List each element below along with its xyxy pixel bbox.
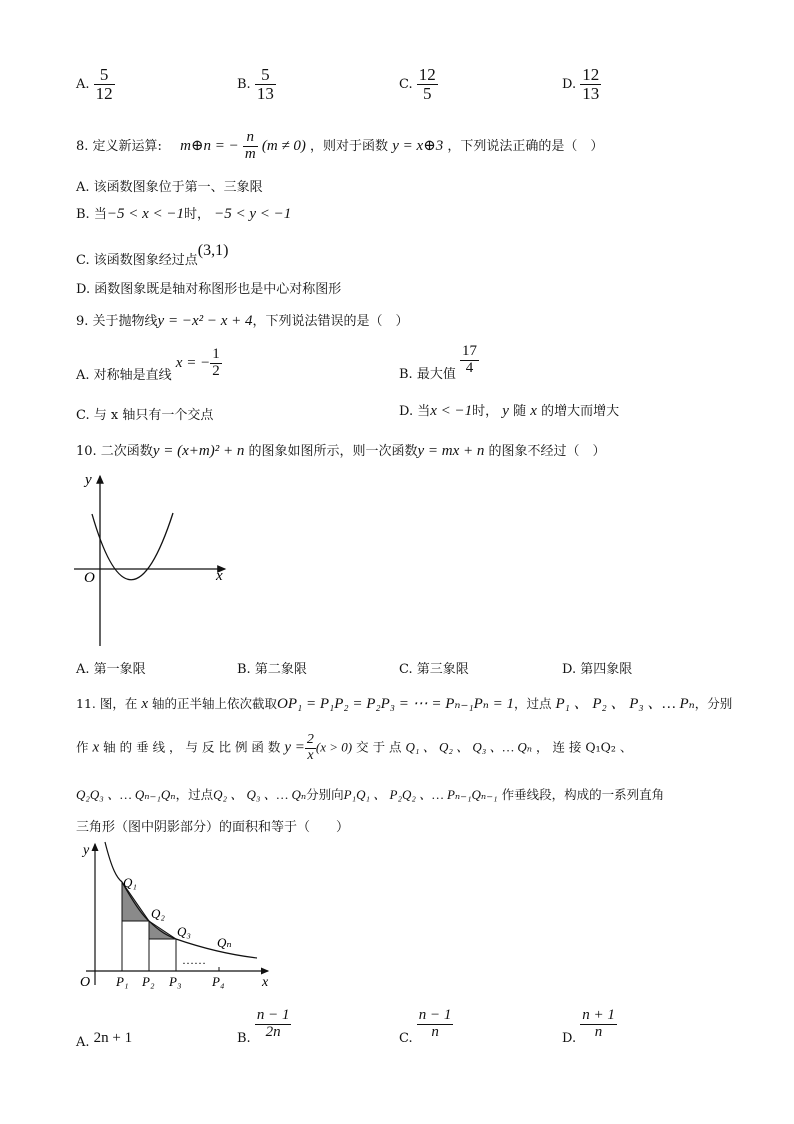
q8-op-fraction: $\frac{n}{m}$: [244, 129, 256, 162]
q11-option-b[interactable]: B. $\frac{n - 1}{2n}$: [237, 1007, 290, 1046]
q10-y-label: y: [85, 472, 92, 488]
q9-option-a[interactable]: A. 对称轴是直线 x = − $\frac{1}{2}$: [76, 346, 220, 383]
q10-option-b[interactable]: B. 第二象限: [237, 662, 307, 677]
q7-option-a-fraction: $\frac{5}{12}$: [95, 65, 113, 103]
q8-option-c[interactable]: C. 该函数图象经过点(3,1): [76, 242, 229, 268]
q10-option-d[interactable]: D. 第四象限: [562, 662, 633, 677]
q10-parabola-curve: [92, 513, 173, 580]
q11-func-fraction: $\frac{2}{x}$: [306, 732, 314, 763]
q7-option-b-fraction: $\frac{5}{13}$: [256, 65, 274, 103]
q11-c-fraction: $\frac{n - 1}{n}$: [418, 1007, 452, 1040]
q10-parabola-graph: [70, 466, 240, 651]
q11-line-2: 作 x 轴 的 垂 线 ， 与 反 比 例 函 数 y = $\frac{2}{x}$ (x > 0) 交 于 点 Q₁ 、 Q₂ 、 Q₃ 、… Qₙ ， 连 接 Q₁Q₂ 、: [76, 732, 633, 763]
q9-option-b[interactable]: B. 最大值 $\frac{17}{4}$: [399, 343, 477, 382]
q11-origin-label: O: [80, 975, 91, 990]
q9-stem: 9. 关于抛物线y = −x² − x + 4，下列说法错误的是（ ）: [76, 313, 409, 329]
q8-option-b[interactable]: B. 当−5 < x < −1时， −5 < y < −1: [76, 206, 292, 222]
q11-p1-label: P₁: [116, 974, 129, 989]
q11-p3-label: P₃: [169, 974, 182, 989]
q10-option-c[interactable]: C. 第三象限: [399, 662, 469, 677]
q9-option-d[interactable]: D. 当x < −1时， y 随 x 的增大而增大: [399, 403, 620, 419]
q11-q2-label: Q₂: [151, 906, 165, 921]
q11-option-a[interactable]: A. 2n + 1: [76, 1030, 133, 1050]
q8-option-d[interactable]: D. 函数图象既是轴对称图形也是中心对称图形: [76, 282, 342, 297]
q11-dots: ……: [182, 953, 206, 967]
q11-line-4: 三角形（图中阴影部分）的面积和等于（ ）: [76, 820, 350, 835]
q11-p4-label: P₄: [212, 974, 225, 989]
q7-option-c[interactable]: C. $\frac{12}{5}$: [399, 65, 436, 103]
q11-line-3: Q₂Q₃ 、… Qₙ₋₁Qₙ，过点Q₂ 、 Q₃ 、… Qₙ分别向P₁Q₁ 、 P₂Q₂ 、… Pₙ₋₁Qₙ₋₁ 作垂线段，构成的一系列直角: [76, 787, 665, 802]
q11-option-d[interactable]: D. $\frac{n + 1}{n}$: [562, 1007, 615, 1046]
q10-x-label: x: [216, 568, 223, 584]
q11-x-label: x: [262, 975, 269, 990]
q11-q1-label: Q₁: [123, 875, 137, 890]
q11-y-label: y: [83, 843, 90, 858]
q8-option-a[interactable]: A. 该函数图象位于第一、三象限: [76, 180, 263, 195]
q9-option-c[interactable]: C. 与 x 轴只有一个交点: [76, 408, 214, 423]
q11-shaded-triangle-2: [149, 921, 176, 939]
q10-origin-label: O: [84, 570, 95, 586]
q10-stem: 10. 二次函数y = (x+m)² + n 的图象如图所示，则一次函数y = mx + n 的图象不经过（ ）: [76, 443, 606, 459]
q11-line-1: 11. 图，在 x 轴的正半轴上依次截取OP₁ = P₁P₂ = P₂P₃ = ⋯ = Pₙ₋₁Pₙ = 1，过点 P₁ 、 P₂ 、 P₃ 、… Pₙ，分别: [76, 696, 733, 712]
q9-a-fraction: $\frac{1}{2}$: [212, 346, 220, 379]
q11-option-c[interactable]: C. $\frac{n - 1}{n}$: [399, 1007, 452, 1046]
q11-d-fraction: $\frac{n + 1}{n}$: [582, 1007, 615, 1040]
q11-qn-label: Qₙ: [217, 935, 232, 950]
q11-p2-label: P₂: [142, 974, 155, 989]
q8-stem: 8. 定义新运算: m⊕n = − $\frac{n}{m}$ (m ≠ 0) ，则对于函数 y = x⊕3 ，下列说法正确的是（ ）: [76, 129, 604, 162]
q10-option-a[interactable]: A. 第一象限: [76, 662, 146, 677]
q11-q3-label: Q₃: [177, 924, 191, 939]
q7-option-d-fraction: $\frac{12}{13}$: [582, 65, 600, 103]
q7-option-a[interactable]: A. $\frac{5}{12}$: [76, 65, 113, 103]
q9-b-fraction: $\frac{17}{4}$: [461, 343, 477, 376]
q7-option-c-fraction: $\frac{12}{5}$: [418, 65, 436, 103]
q7-option-d[interactable]: D. $\frac{12}{13}$: [562, 65, 600, 103]
q11-b-fraction: $\frac{n - 1}{2n}$: [256, 1007, 290, 1040]
q11-inverse-function-graph: [72, 840, 282, 990]
q7-option-b[interactable]: B. $\frac{5}{13}$: [237, 65, 274, 103]
